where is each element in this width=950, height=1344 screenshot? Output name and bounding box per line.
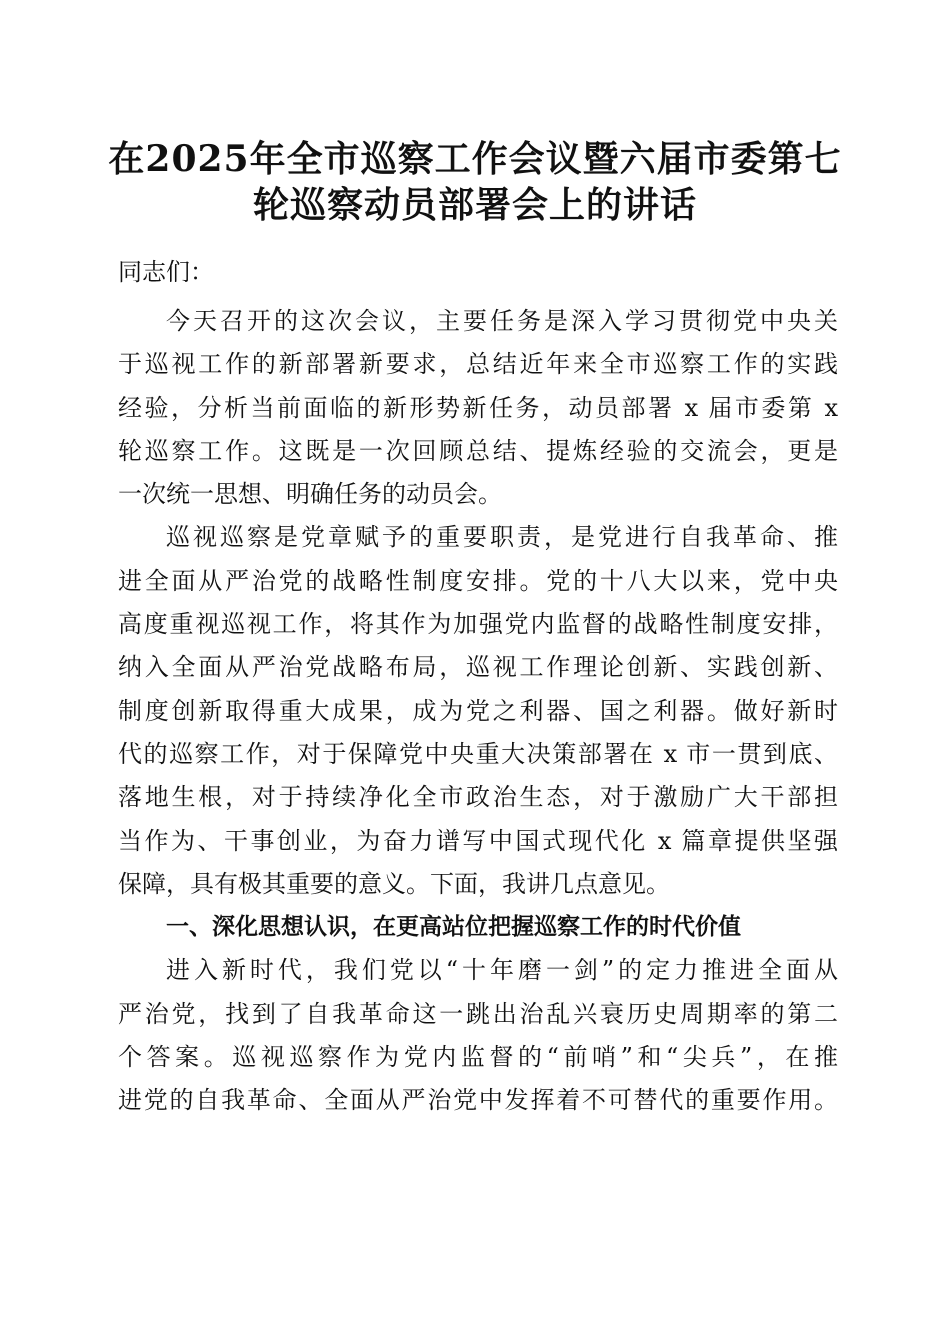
title-line-1: 在2025年全市巡察工作会议暨六届市委第七	[108, 138, 842, 180]
paragraph-2-line: 高度重视巡视工作，将其作为加强党内监督的战略性制度安排，	[118, 610, 838, 639]
paragraph-3-line: 严治党，找到了自我革命这一跳出治乱兴衰历史周期率的第二	[118, 999, 838, 1028]
paragraph-1-line: 今天召开的这次会议，主要任务是深入学习贯彻党中央关	[166, 307, 838, 335]
paragraph-2-line: 进全面从严治党的战略性制度安排。党的十八大以来，党中央	[118, 566, 838, 595]
title-line-2: 轮巡察动员部署会上的讲话	[252, 184, 697, 226]
paragraph-1-line: 经验，分析当前面临的新形势新任务，动员部署 x 届市委第 x	[118, 393, 838, 422]
salutation: 同志们：	[118, 258, 214, 286]
paragraph-2	[118, 516, 838, 906]
paragraph-2-line: 制度创新取得重大成果，成为党之利器、国之利器。做好新时	[118, 696, 838, 725]
paragraph-2-line: 纳入全面从严治党战略布局，巡视工作理论创新、实践创新、	[118, 653, 838, 682]
paragraph-2-line: 巡视巡察是党章赋予的重要职责，是党进行自我革命、推	[166, 523, 838, 552]
paragraph-2-line: 保障，具有极其重要的意义。下面，我讲几点意见。	[118, 869, 670, 898]
document-title	[90, 136, 860, 228]
paragraph-2-line: 落地生根，对于持续净化全市政治生态，对于激励广大干部担	[118, 783, 838, 812]
paragraph-3-line: 进入新时代，我们党以“十年磨一剑”的定力推进全面从	[166, 956, 838, 985]
section-heading-1: 一、深化思想认识，在更高站位把握巡察工作的时代价值	[166, 914, 741, 941]
paragraph-1-line: 轮巡察工作。这既是一次回顾总结、提炼经验的交流会，更是	[118, 436, 838, 465]
document-body	[118, 252, 838, 1123]
paragraph-1-line: 一次统一思想、明确任务的动员会。	[118, 480, 502, 509]
paragraph-2-line: 当作为、干事创业，为奋力谱写中国式现代化 x 篇章提供坚强	[118, 826, 838, 855]
paragraph-1-line: 于巡视工作的新部署新要求，总结近年来全市巡察工作的实践	[118, 350, 838, 379]
paragraph-3-line: 个答案。巡视巡察作为党内监督的“前哨”和“尖兵”，在推	[118, 1043, 838, 1072]
paragraph-3	[118, 949, 838, 1122]
paragraph-2-line: 代的巡察工作，对于保障党中央重大决策部署在 x 市一贯到底、	[118, 739, 838, 768]
paragraph-3-line: 进党的自我革命、全面从严治党中发挥着不可替代的重要作用。	[118, 1086, 838, 1115]
paragraph-1	[118, 300, 838, 516]
